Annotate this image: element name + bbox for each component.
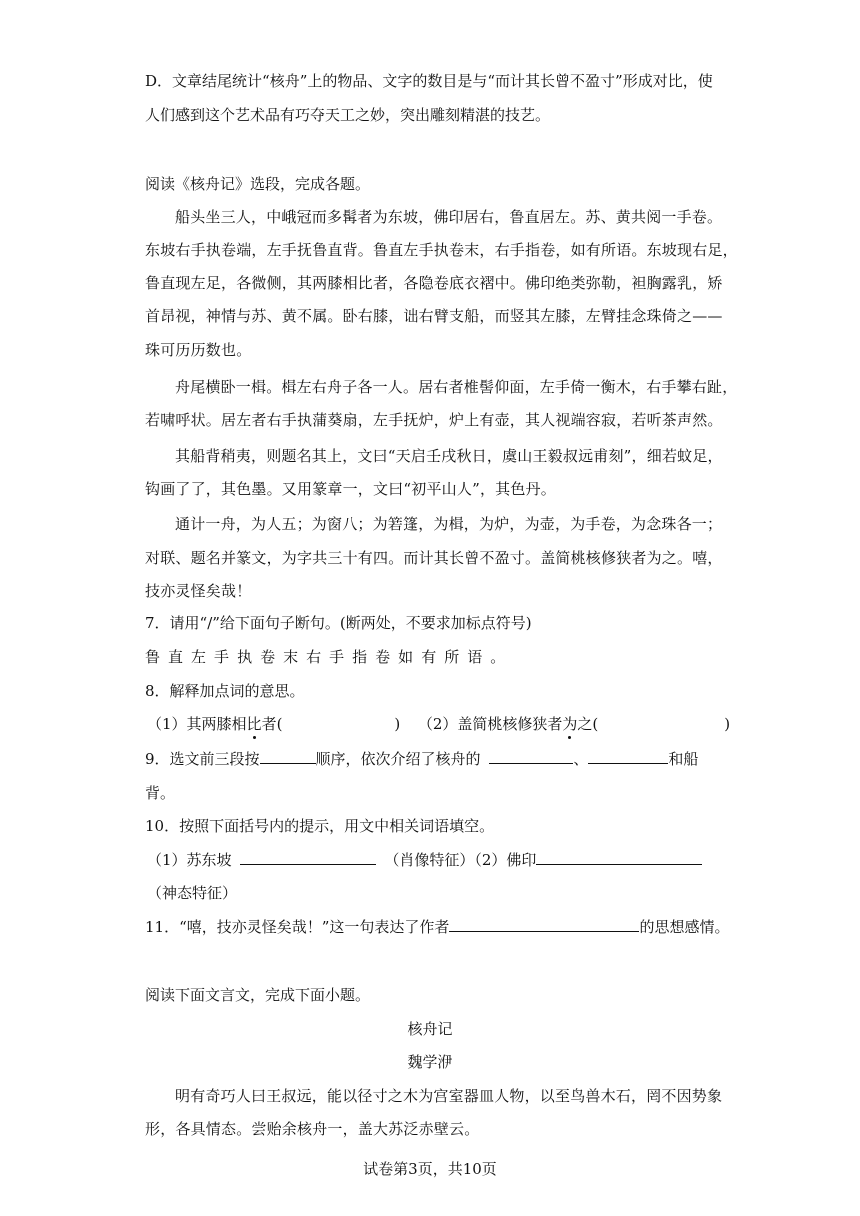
- question-9: [145, 749, 698, 769]
- q8-a-prefix: （1）其两膝相: [147, 715, 247, 733]
- q8-b-dotted-word: 为: [562, 715, 578, 733]
- passage1-p2-line-2: 若啸呼状。居左者右手执蒲葵扇，左手抚炉，炉上有壶，其人视端容寂，若听茶声然。: [145, 411, 723, 429]
- q10-text-b: （肖像特征）（2）佛印: [384, 851, 537, 869]
- q9-blank-2[interactable]: [588, 749, 668, 764]
- q9-text-c: 、: [573, 750, 589, 768]
- q9-blank-order[interactable]: [260, 749, 316, 764]
- sentence-char: 语: [467, 648, 483, 666]
- question-10-cont: （神态特征）: [147, 884, 238, 902]
- q8-a-close: ): [394, 715, 401, 733]
- sentence-char: 左: [191, 648, 207, 666]
- question-8: 8．解释加点词的意思。: [145, 682, 305, 700]
- passage1-p4-line-2: 对联、题名并篆文，为字共三十有四。而计其长曾不盈寸。盖简桃核修狭者为之。嘻，: [145, 549, 723, 567]
- passage1-p4-line-1: 通计一舟，为人五；为窗八；为箬篷，为楫，为炉，为壶，为手卷，为念珠各一；: [175, 515, 723, 533]
- question-7-sentence: [145, 647, 505, 667]
- sentence-char: 手: [214, 648, 230, 666]
- passage1-p1-line-2: 东坡右手执卷端，左手抚鲁直背。鲁直左手执卷末，右手指卷，如有所语。东坡现右足，: [145, 241, 738, 259]
- q8-a-dotted-word: 比: [246, 715, 262, 733]
- q8-b-suffix: 之(: [577, 715, 599, 733]
- sentence-char: 卷: [260, 648, 276, 666]
- q11-blank[interactable]: [449, 917, 639, 932]
- q11-text-b: 的思想感情。: [639, 918, 730, 936]
- question-10: 10．按照下面括号内的提示，用文中相关词语填空。: [145, 817, 495, 835]
- sentence-char: 鲁: [145, 648, 161, 666]
- passage2-p1-line-1: 明有奇巧人曰王叔远，能以径寸之木为宫室器皿人物，以至鸟兽木石，罔不因势象: [175, 1087, 723, 1105]
- q8-b-prefix: （2）盖简桃核修狭者: [417, 715, 563, 733]
- option-d-line-1: D．文章结尾统计“核舟”上的物品、文字的数目是与“而计其长曾不盈寸”形成对比，使: [145, 72, 713, 90]
- passage1-p3-line-2: 钩画了了，其色墨。又用篆章一，文曰“初平山人”，其色丹。: [145, 480, 556, 498]
- sentence-char: 。: [490, 648, 506, 666]
- sentence-char: 执: [237, 648, 253, 666]
- sentence-char: 右: [306, 648, 322, 666]
- q9-text-a: 9．选文前三段按: [145, 750, 260, 768]
- option-d-line-2: 人们感到这个艺术品有巧夺天工之妙，突出雕刻精湛的技艺。: [145, 106, 551, 124]
- passage2-p1-line-2: 形，各具情态。尝贻余核舟一，盖大苏泛赤壁云。: [145, 1120, 480, 1138]
- q10-blank-1[interactable]: [240, 850, 376, 865]
- q10-blank-2[interactable]: [536, 850, 702, 865]
- q10-text-a: （1）苏东坡: [147, 851, 232, 869]
- passage1-p1-line-3: 鲁直现左足，各微侧，其两膝相比者，各隐卷底衣褶中。佛印绝类弥勒，袒胸露乳，矫: [145, 274, 723, 292]
- section1-instruction: 阅读《核舟记》选段，完成各题。: [145, 175, 371, 193]
- q9-blank-1[interactable]: [489, 749, 573, 764]
- passage1-p2-line-1: 舟尾横卧一楫。楫左右舟子各一人。居右者椎髻仰面，左手倚一衡木，右手攀右趾，: [175, 378, 738, 396]
- section2-title: 核舟记: [407, 1020, 453, 1038]
- page-footer: 试卷第3页，共10页: [363, 1160, 497, 1178]
- section2-author: 魏学洢: [407, 1053, 453, 1071]
- question-8-items: [147, 714, 730, 734]
- q9-text-d: 和船: [668, 750, 699, 768]
- passage1-p4-line-3: 技亦灵怪矣哉！: [145, 582, 252, 600]
- q8-b-close: ): [724, 715, 731, 733]
- q11-text-a: 11．“嘻，技亦灵怪矣哉！”这一句表达了作者: [145, 918, 450, 936]
- sentence-char: 有: [421, 648, 437, 666]
- sentence-char: 卷: [375, 648, 391, 666]
- passage1-p1-line-4: 首昂视，神情与苏、黄不属。卧右膝，诎右臂支船，而竖其左膝，左臂挂念珠倚之——: [145, 307, 723, 325]
- sentence-char: 所: [444, 648, 460, 666]
- passage1-p1-line-5: 珠可历历数也。: [145, 341, 252, 359]
- sentence-char: 直: [168, 648, 184, 666]
- sentence-char: 如: [398, 648, 414, 666]
- passage1-p1-line-1: 船头坐三人，中峨冠而多髯者为东坡，佛印居右，鲁直居左。苏、黄共阅一手卷。: [175, 208, 723, 226]
- sentence-char: 末: [283, 648, 299, 666]
- question-7: 7．请用“/”给下面句子断句。(断两处，不要求加标点符号): [145, 614, 532, 632]
- sentence-char: 手: [329, 648, 345, 666]
- q8-a-suffix: 者(: [261, 715, 283, 733]
- section2-instruction: 阅读下面文言文，完成下面小题。: [145, 986, 371, 1004]
- sentence-char: 指: [352, 648, 368, 666]
- question-10-items: [147, 850, 702, 870]
- passage1-p3-line-1: 其船背稍夷，则题名其上，文曰“天启壬戌秋日，虞山王毅叔远甫刻”，细若蚊足，: [175, 447, 723, 465]
- q9-text-b: 顺序，依次介绍了核舟的: [315, 750, 481, 768]
- question-9-cont: 背。: [145, 784, 176, 802]
- question-11: [145, 917, 729, 937]
